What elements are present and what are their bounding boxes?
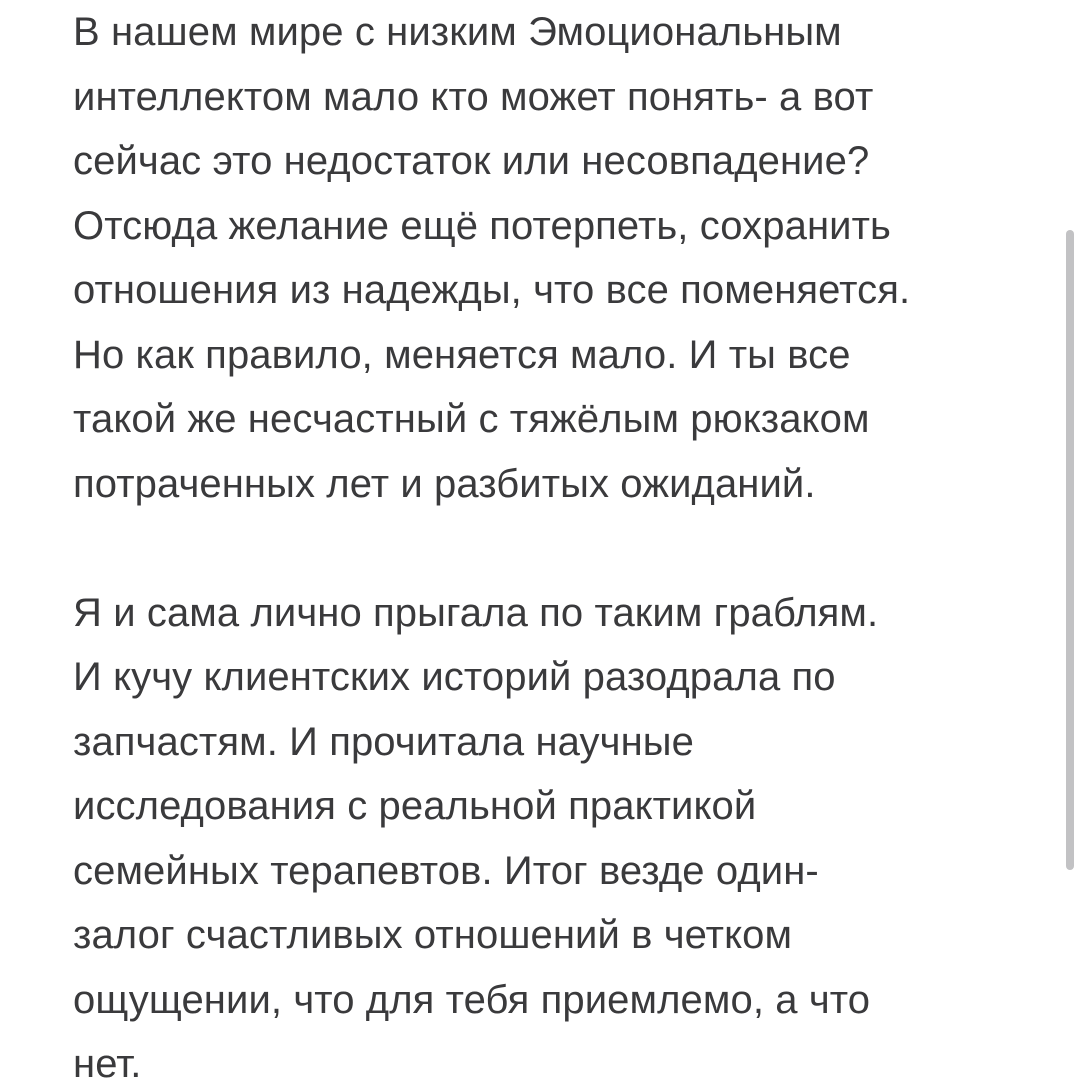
paragraph-gap [73,516,1063,581]
text-line: исследования с реальной практикой [73,784,757,828]
text-line: И кучу клиентских историй разодрала по [73,655,836,699]
text-line: Я и сама лично прыгала по таким граблям. [73,590,879,635]
text-line: интеллектом мало кто может понять- а вот [73,74,874,119]
text-line: семейных терапевтов. Итог везде один- [73,848,819,893]
text-line: Отсюда желание ещё потерпеть, сохранить [73,203,891,248]
text-line: отношения из надежды, что все поменяется. [73,268,911,312]
text-line: потраченных лет и разбитых ожиданий. [73,461,816,506]
text-line: В нашем мире с низким Эмоциональным [73,10,842,54]
text-line: такой же несчастный с тяжёлым рюкзаком [73,397,870,441]
text-line: сейчас это недостаток или несовпадение? [73,139,870,183]
text-line: Но как правило, меняется мало. И ты все [73,332,851,377]
text-line: запчастям. И прочитала научные [73,719,694,764]
text-line: залог счастливых отношений в четком [73,913,793,957]
note-body-text[interactable] [73,0,1063,1080]
text-line: нет. [73,1042,142,1080]
text-line: ощущении, что для тебя приемлемо, а что [73,977,871,1022]
scrollbar-thumb[interactable] [1066,230,1074,870]
